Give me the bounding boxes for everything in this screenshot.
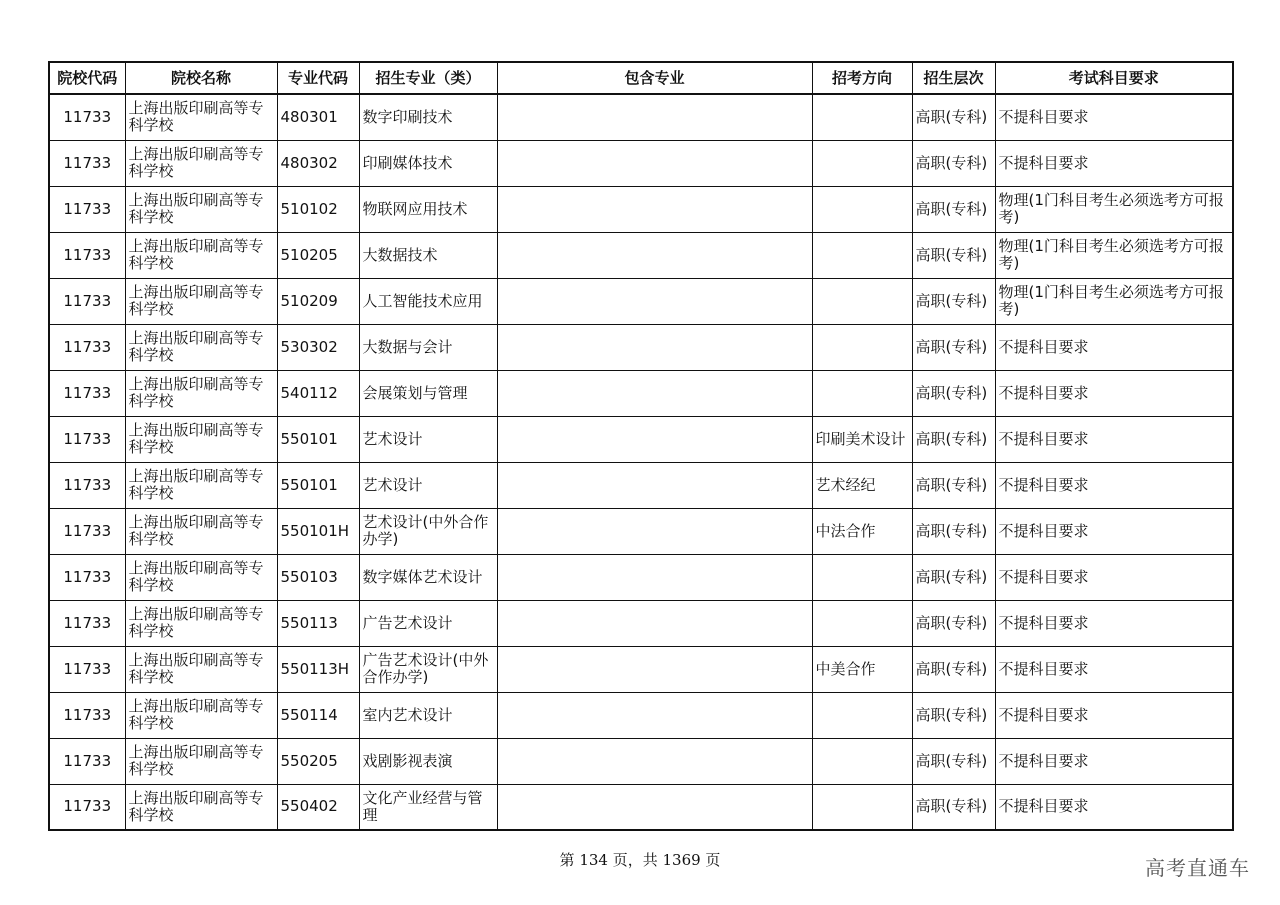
cell-level: 高职(专科) <box>912 232 995 278</box>
cell-major: 艺术设计 <box>359 416 497 462</box>
cell-included-majors <box>497 94 812 140</box>
cell-level: 高职(专科) <box>912 462 995 508</box>
cell-subject-requirement: 不提科目要求 <box>995 738 1233 784</box>
cell-subject-requirement: 不提科目要求 <box>995 324 1233 370</box>
cell-level: 高职(专科) <box>912 278 995 324</box>
table-row <box>49 692 1233 738</box>
cell-included-majors <box>497 232 812 278</box>
cell-school-code: 11733 <box>49 600 125 646</box>
cell-subject-requirement: 不提科目要求 <box>995 692 1233 738</box>
cell-direction <box>812 600 912 646</box>
cell-direction: 中法合作 <box>812 508 912 554</box>
cell-major-code: 510205 <box>277 232 359 278</box>
header-direction: 招考方向 <box>812 62 912 94</box>
cell-school-name: 上海出版印刷高等专科学校 <box>125 94 277 140</box>
cell-school-name: 上海出版印刷高等专科学校 <box>125 462 277 508</box>
cell-major-code: 540112 <box>277 370 359 416</box>
cell-level: 高职(专科) <box>912 508 995 554</box>
cell-direction <box>812 324 912 370</box>
cell-included-majors <box>497 370 812 416</box>
cell-school-code: 11733 <box>49 140 125 186</box>
cell-level: 高职(专科) <box>912 416 995 462</box>
cell-school-name: 上海出版印刷高等专科学校 <box>125 186 277 232</box>
cell-level: 高职(专科) <box>912 692 995 738</box>
cell-school-name: 上海出版印刷高等专科学校 <box>125 554 277 600</box>
cell-major-code: 530302 <box>277 324 359 370</box>
table-row <box>49 462 1233 508</box>
cell-school-code: 11733 <box>49 94 125 140</box>
cell-major: 人工智能技术应用 <box>359 278 497 324</box>
table-row <box>49 370 1233 416</box>
cell-school-name: 上海出版印刷高等专科学校 <box>125 600 277 646</box>
cell-included-majors <box>497 416 812 462</box>
cell-subject-requirement: 物理(1门科目考生必须选考方可报考) <box>995 232 1233 278</box>
cell-direction <box>812 554 912 600</box>
cell-school-name: 上海出版印刷高等专科学校 <box>125 646 277 692</box>
cell-subject-requirement: 不提科目要求 <box>995 94 1233 140</box>
cell-school-code: 11733 <box>49 232 125 278</box>
cell-level: 高职(专科) <box>912 324 995 370</box>
cell-direction: 印刷美术设计 <box>812 416 912 462</box>
cell-school-code: 11733 <box>49 738 125 784</box>
cell-subject-requirement: 不提科目要求 <box>995 646 1233 692</box>
table-header <box>49 62 1233 94</box>
cell-subject-requirement: 不提科目要求 <box>995 370 1233 416</box>
cell-level: 高职(专科) <box>912 370 995 416</box>
cell-school-name: 上海出版印刷高等专科学校 <box>125 508 277 554</box>
cell-major: 广告艺术设计(中外合作办学) <box>359 646 497 692</box>
header-included-majors: 包含专业 <box>497 62 812 94</box>
header-major-code: 专业代码 <box>277 62 359 94</box>
table-row <box>49 232 1233 278</box>
table-row <box>49 186 1233 232</box>
table-row <box>49 554 1233 600</box>
cell-direction: 艺术经纪 <box>812 462 912 508</box>
cell-direction <box>812 94 912 140</box>
header-major: 招生专业（类） <box>359 62 497 94</box>
cell-subject-requirement: 物理(1门科目考生必须选考方可报考) <box>995 278 1233 324</box>
cell-subject-requirement: 不提科目要求 <box>995 508 1233 554</box>
cell-major: 大数据技术 <box>359 232 497 278</box>
cell-included-majors <box>497 508 812 554</box>
cell-included-majors <box>497 738 812 784</box>
table-row <box>49 738 1233 784</box>
table-row <box>49 646 1233 692</box>
cell-included-majors <box>497 784 812 830</box>
page-footer: 第 134 页，共 1369 页 <box>559 851 721 869</box>
cell-subject-requirement: 不提科目要求 <box>995 600 1233 646</box>
cell-major: 数字媒体艺术设计 <box>359 554 497 600</box>
cell-major-code: 550101 <box>277 416 359 462</box>
cell-level: 高职(专科) <box>912 140 995 186</box>
cell-subject-requirement: 不提科目要求 <box>995 554 1233 600</box>
cell-direction <box>812 278 912 324</box>
cell-major: 会展策划与管理 <box>359 370 497 416</box>
cell-major: 室内艺术设计 <box>359 692 497 738</box>
cell-included-majors <box>497 140 812 186</box>
cell-major-code: 550113 <box>277 600 359 646</box>
cell-major: 艺术设计(中外合作办学) <box>359 508 497 554</box>
cell-school-code: 11733 <box>49 784 125 830</box>
cell-direction: 中美合作 <box>812 646 912 692</box>
cell-direction <box>812 784 912 830</box>
table-row <box>49 508 1233 554</box>
cell-major-code: 550103 <box>277 554 359 600</box>
cell-major-code: 510102 <box>277 186 359 232</box>
cell-major-code: 510209 <box>277 278 359 324</box>
table-row <box>49 416 1233 462</box>
table-row <box>49 278 1233 324</box>
cell-included-majors <box>497 554 812 600</box>
cell-subject-requirement: 不提科目要求 <box>995 416 1233 462</box>
cell-major-code: 550113H <box>277 646 359 692</box>
cell-school-code: 11733 <box>49 370 125 416</box>
cell-major: 戏剧影视表演 <box>359 738 497 784</box>
cell-school-code: 11733 <box>49 646 125 692</box>
table-row <box>49 324 1233 370</box>
cell-school-name: 上海出版印刷高等专科学校 <box>125 324 277 370</box>
header-school-code: 院校代码 <box>49 62 125 94</box>
cell-major-code: 550205 <box>277 738 359 784</box>
cell-level: 高职(专科) <box>912 554 995 600</box>
cell-major: 艺术设计 <box>359 462 497 508</box>
header-level: 招生层次 <box>912 62 995 94</box>
cell-school-name: 上海出版印刷高等专科学校 <box>125 370 277 416</box>
cell-school-name: 上海出版印刷高等专科学校 <box>125 692 277 738</box>
table-row <box>49 600 1233 646</box>
table-row <box>49 94 1233 140</box>
cell-major-code: 550101H <box>277 508 359 554</box>
cell-major: 印刷媒体技术 <box>359 140 497 186</box>
cell-included-majors <box>497 278 812 324</box>
cell-direction <box>812 140 912 186</box>
table-body <box>49 94 1233 830</box>
cell-school-name: 上海出版印刷高等专科学校 <box>125 140 277 186</box>
cell-direction <box>812 370 912 416</box>
cell-direction <box>812 692 912 738</box>
cell-subject-requirement: 不提科目要求 <box>995 784 1233 830</box>
cell-direction <box>812 186 912 232</box>
cell-school-code: 11733 <box>49 416 125 462</box>
cell-level: 高职(专科) <box>912 646 995 692</box>
cell-included-majors <box>497 646 812 692</box>
admissions-table <box>48 61 1234 831</box>
cell-subject-requirement: 不提科目要求 <box>995 140 1233 186</box>
cell-major: 数字印刷技术 <box>359 94 497 140</box>
cell-major-code: 550101 <box>277 462 359 508</box>
cell-school-code: 11733 <box>49 692 125 738</box>
cell-level: 高职(专科) <box>912 738 995 784</box>
cell-school-code: 11733 <box>49 554 125 600</box>
cell-major-code: 480301 <box>277 94 359 140</box>
watermark: 高考直通车 <box>1145 856 1250 880</box>
cell-school-name: 上海出版印刷高等专科学校 <box>125 278 277 324</box>
cell-included-majors <box>497 462 812 508</box>
cell-level: 高职(专科) <box>912 600 995 646</box>
cell-major: 广告艺术设计 <box>359 600 497 646</box>
cell-school-code: 11733 <box>49 508 125 554</box>
header-subject-requirement: 考试科目要求 <box>995 62 1233 94</box>
cell-school-code: 11733 <box>49 278 125 324</box>
cell-school-name: 上海出版印刷高等专科学校 <box>125 416 277 462</box>
cell-major: 大数据与会计 <box>359 324 497 370</box>
cell-major-code: 480302 <box>277 140 359 186</box>
cell-school-code: 11733 <box>49 324 125 370</box>
cell-school-name: 上海出版印刷高等专科学校 <box>125 738 277 784</box>
cell-school-code: 11733 <box>49 186 125 232</box>
cell-direction <box>812 232 912 278</box>
cell-school-name: 上海出版印刷高等专科学校 <box>125 784 277 830</box>
cell-included-majors <box>497 600 812 646</box>
cell-included-majors <box>497 324 812 370</box>
cell-major-code: 550402 <box>277 784 359 830</box>
cell-level: 高职(专科) <box>912 186 995 232</box>
cell-major: 文化产业经营与管理 <box>359 784 497 830</box>
cell-level: 高职(专科) <box>912 94 995 140</box>
table-row <box>49 140 1233 186</box>
table-row <box>49 784 1233 830</box>
cell-school-code: 11733 <box>49 462 125 508</box>
cell-included-majors <box>497 186 812 232</box>
cell-direction <box>812 738 912 784</box>
cell-included-majors <box>497 692 812 738</box>
cell-subject-requirement: 物理(1门科目考生必须选考方可报考) <box>995 186 1233 232</box>
cell-school-name: 上海出版印刷高等专科学校 <box>125 232 277 278</box>
cell-level: 高职(专科) <box>912 784 995 830</box>
header-school-name: 院校名称 <box>125 62 277 94</box>
cell-major-code: 550114 <box>277 692 359 738</box>
cell-major: 物联网应用技术 <box>359 186 497 232</box>
cell-subject-requirement: 不提科目要求 <box>995 462 1233 508</box>
